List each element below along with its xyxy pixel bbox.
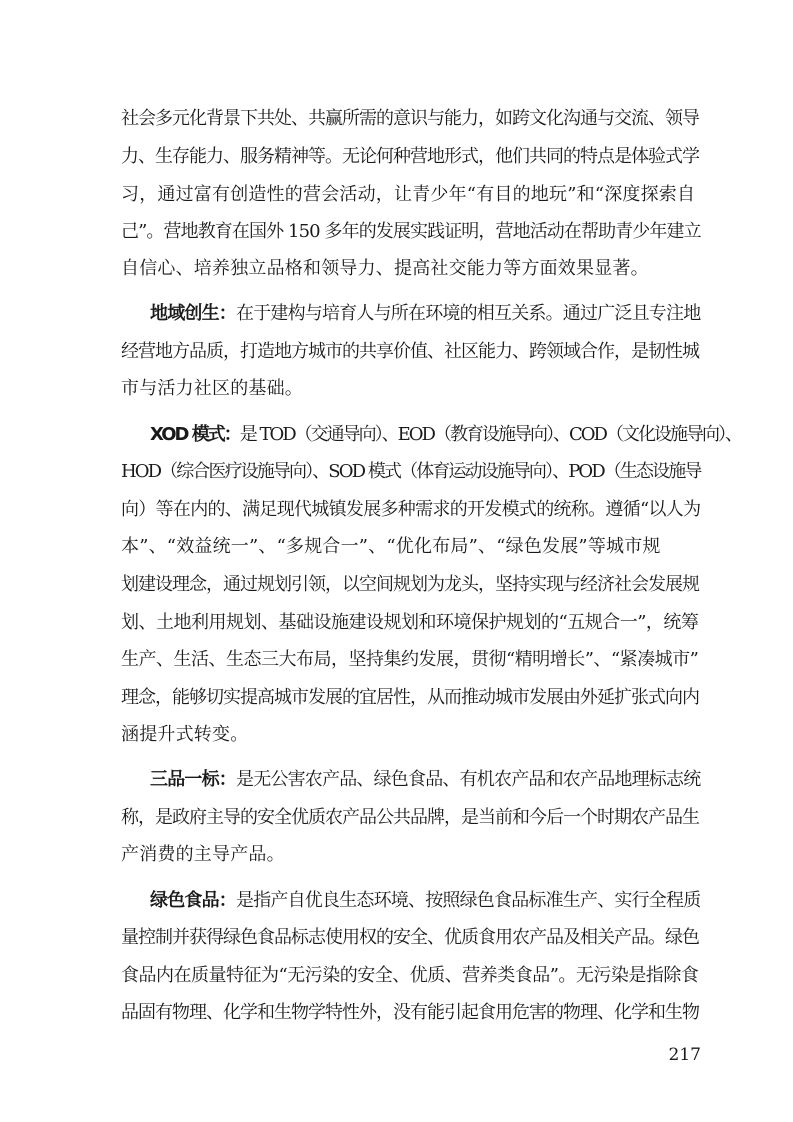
paragraph-2-line-2: 经营地方品质，打造地方城市的共享价值、社区能力、跨领域合作，是韧性城 <box>121 341 699 362</box>
paragraph-4-line-2: 称，是政府主导的安全优质农产品公共品牌，是当前和今后一个时期农产品生 <box>121 807 699 828</box>
page-number: 217 <box>668 1045 701 1065</box>
paragraph-3-line-3: 向）等在内的、满足现代城镇发展多种需求的开发模式的统称。遵循“以人为 <box>121 499 701 520</box>
paragraph-1-line-4: 己”。营地教育在国外 150 多年的发展实践证明，营地活动在帮助青少年建立 <box>121 221 701 242</box>
paragraph-4-line-1 <box>150 768 701 792</box>
paragraph-2-line-1 <box>150 302 701 326</box>
paragraph-1-line-5: 自信心、培养独立品格和领导力、提高社交能力等方面效果显著。 <box>121 258 649 279</box>
paragraph-3-line-4: 本”、“效益统一”、“多规合一”、“优化布局”、“绿色发展”等城市规 <box>121 536 661 557</box>
paragraph-5-line-3: 食品内在质量特征为“无污染的安全、优质、营养类食品”。无污染是指除食 <box>121 965 699 986</box>
paragraph-5-line-4: 品固有物理、化学和生物学特性外，没有能引起食用危害的物理、化学和生物 <box>121 1002 699 1023</box>
paragraph-text: 是指产自优良生态环境、按照绿色食品标准生产、实行全程质 <box>236 890 701 911</box>
paragraph-3-line-8: 理念，能够切实提高城市发展的宜居性，从而推动城市发展由外延扩张式向内 <box>121 687 699 708</box>
term-heading: 绿色食品： <box>150 890 236 911</box>
paragraph-4-line-3: 产消费的主导产品。 <box>121 844 285 865</box>
paragraph-text: 是无公害农产品、绿色食品、有机农产品和农产品地理标志统 <box>236 769 701 790</box>
term-heading: 地域创生： <box>150 303 236 324</box>
paragraph-1-line-1: 社会多元化背景下共处、共赢所需的意识与能力，如跨文化沟通与交流、领导 <box>121 108 699 129</box>
paragraph-1-line-2: 力、生存能力、服务精神等。无论何种营地形式，他们共同的特点是体验式学 <box>121 146 699 167</box>
paragraph-5-line-2: 量控制并获得绿色食品标志使用权的安全、优质食用农产品及相关产品。绿色 <box>121 927 699 948</box>
term-heading: XOD 模式： <box>150 424 240 445</box>
paragraph-3-line-7: 生产、生活、生态三大布局，坚持集约发展，贯彻“精明增长”、“紧凑城市” <box>121 649 699 670</box>
paragraph-2-line-3: 市与活力社区的基础。 <box>121 378 303 399</box>
paragraph-3-line-1 <box>150 423 741 447</box>
paragraph-5-line-1 <box>150 889 701 913</box>
paragraph-1-line-3: 习，通过富有创造性的营会活动，让青少年“有目的地玩”和“深度探索自 <box>121 184 696 205</box>
paragraph-3-line-6: 划、土地利用规划、基础设施建设规划和环境保护规划的“五规合一”，统筹 <box>121 612 699 633</box>
paragraph-text: 是 TOD（交通导向）、EOD（教育设施导向）、COD（文化设施导向）、 <box>239 424 741 445</box>
paragraph-text: 在于建构与培育人与所在环境的相互关系。通过广泛且专注地 <box>236 303 701 324</box>
paragraph-3-line-9: 涵提升式转变。 <box>121 724 249 745</box>
term-heading: 三品一标： <box>150 769 236 790</box>
paragraph-3-line-5: 划建设理念，通过规划引领，以空间规划为龙头，坚持实现与经济社会发展规 <box>121 574 699 595</box>
paragraph-3-line-2: HOD（综合医疗设施导向）、SOD 模式（体育运动设施导向）、POD（生态设施导 <box>121 461 701 482</box>
